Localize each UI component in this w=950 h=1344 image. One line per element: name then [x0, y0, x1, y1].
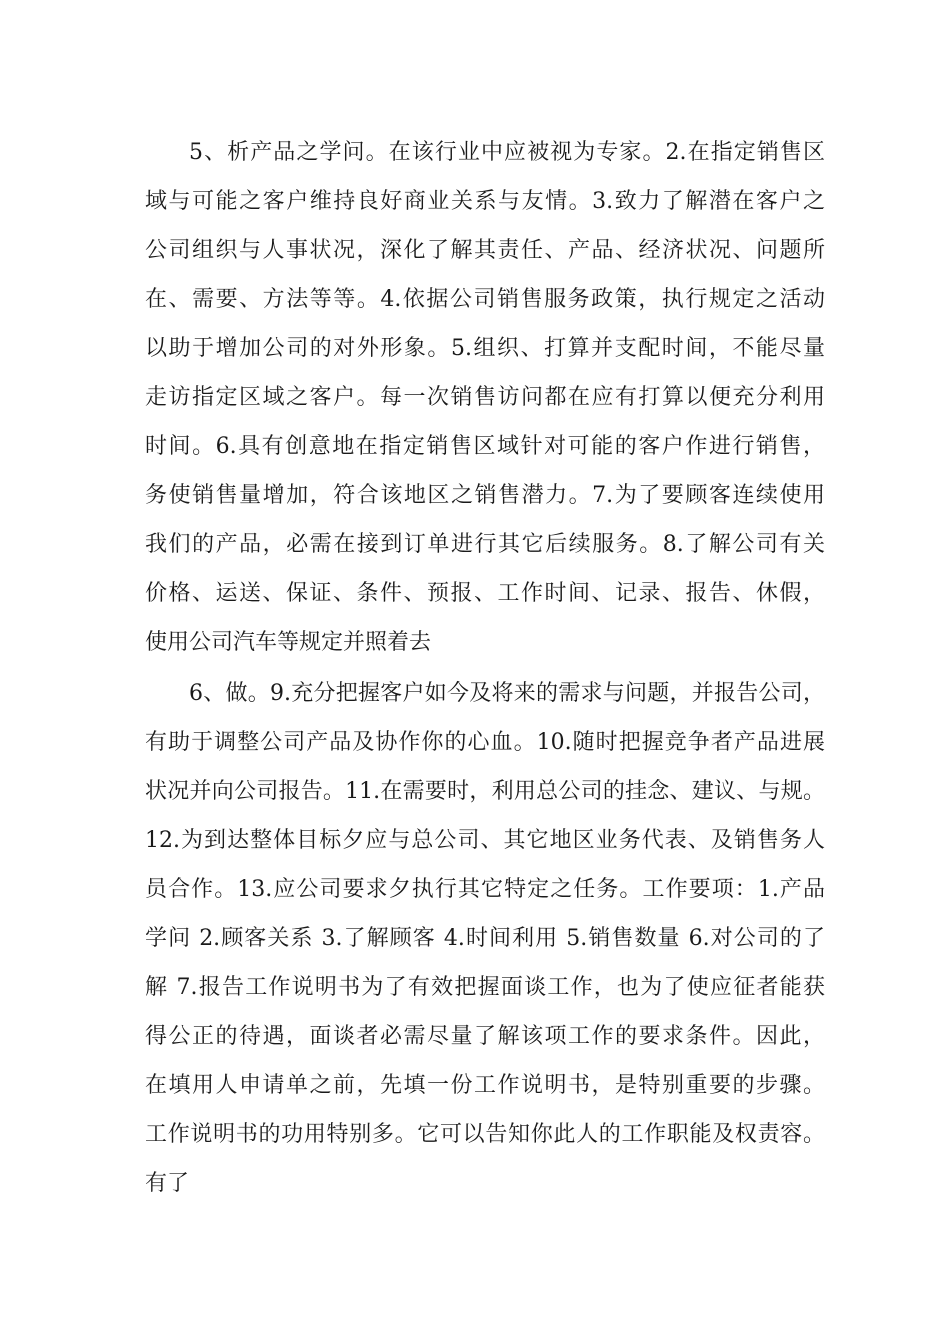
paragraph-1 — [145, 128, 825, 667]
paragraph-1-line-2: 域与可能之客户维持良好商业关系与友情。3.致力了解潜在客户之 — [145, 189, 825, 214]
paragraph-1-line-7: 时间。6.具有创意地在指定销售区域针对可能的客户作进行销售， — [145, 434, 825, 459]
paragraph-2-line-2: 有助于调整公司产品及协作你的心血。10.随时把握竞争者产品进展 — [145, 730, 825, 755]
paragraph-2-line-11: 有了 — [145, 1171, 190, 1196]
paragraph-1-line-5: 以助于增加公司的对外形象。5.组织、打算并支配时间，不能尽量 — [145, 336, 825, 361]
paragraph-2-line-3: 状况并向公司报告。11.在需要时，利用总公司的挂念、建议、与规。 — [145, 779, 825, 804]
paragraph-1-line-6: 走访指定区域之客户。每一次销售访问都在应有打算以便充分利用 — [145, 385, 825, 410]
paragraph-1-line-8: 务使销售量增加，符合该地区之销售潜力。7.为了要顾客连续使用 — [145, 483, 825, 508]
paragraph-2-line-6: 学问 2.顾客关系 3.了解顾客 4.时间利用 5.销售数量 6.对公司的了 — [145, 926, 825, 951]
paragraph-1-line-10: 价格、运送、保证、条件、预报、工作时间、记录、报告、休假， — [145, 581, 825, 606]
paragraph-2-line-8: 得公正的待遇，面谈者必需尽量了解该项工作的要求条件。因此， — [145, 1024, 825, 1049]
paragraph-2-line-4: 12.为到达整体目标夕应与总公司、其它地区业务代表、及销售务人 — [145, 828, 825, 853]
paragraph-2-line-5: 员合作。13.应公司要求夕执行其它特定之任务。工作要项：1.产品 — [145, 877, 825, 902]
paragraph-2-line-10: 工作说明书的功用特别多。它可以告知你此人的工作职能及权责容。 — [145, 1122, 825, 1147]
paragraph-2-line-7: 解 7.报告工作说明书为了有效把握面谈工作，也为了使应征者能获 — [145, 975, 825, 1000]
paragraph-1-line-3: 公司组织与人事状况，深化了解其责任、产品、经济状况、问题所 — [145, 238, 825, 263]
paragraph-1-line-9: 我们的产品，必需在接到订单进行其它后续服务。8.了解公司有关 — [145, 532, 825, 557]
paragraph-1-line-11: 使用公司汽车等规定并照着去 — [145, 630, 432, 655]
paragraph-2-line-9: 在填用人申请单之前，先填一份工作说明书，是特别重要的步骤。 — [145, 1073, 825, 1098]
paragraph-2 — [145, 669, 825, 1208]
paragraph-1-line-1: 5、析产品之学问。在该行业中应被视为专家。2.在指定销售区 — [189, 140, 825, 165]
paragraph-1-line-4: 在、需要、方法等等。4.依据公司销售服务政策，执行规定之活动 — [145, 287, 825, 312]
paragraph-2-line-1: 6、做。9.充分把握客户如今及将来的需求与问题，并报告公司， — [189, 681, 825, 706]
